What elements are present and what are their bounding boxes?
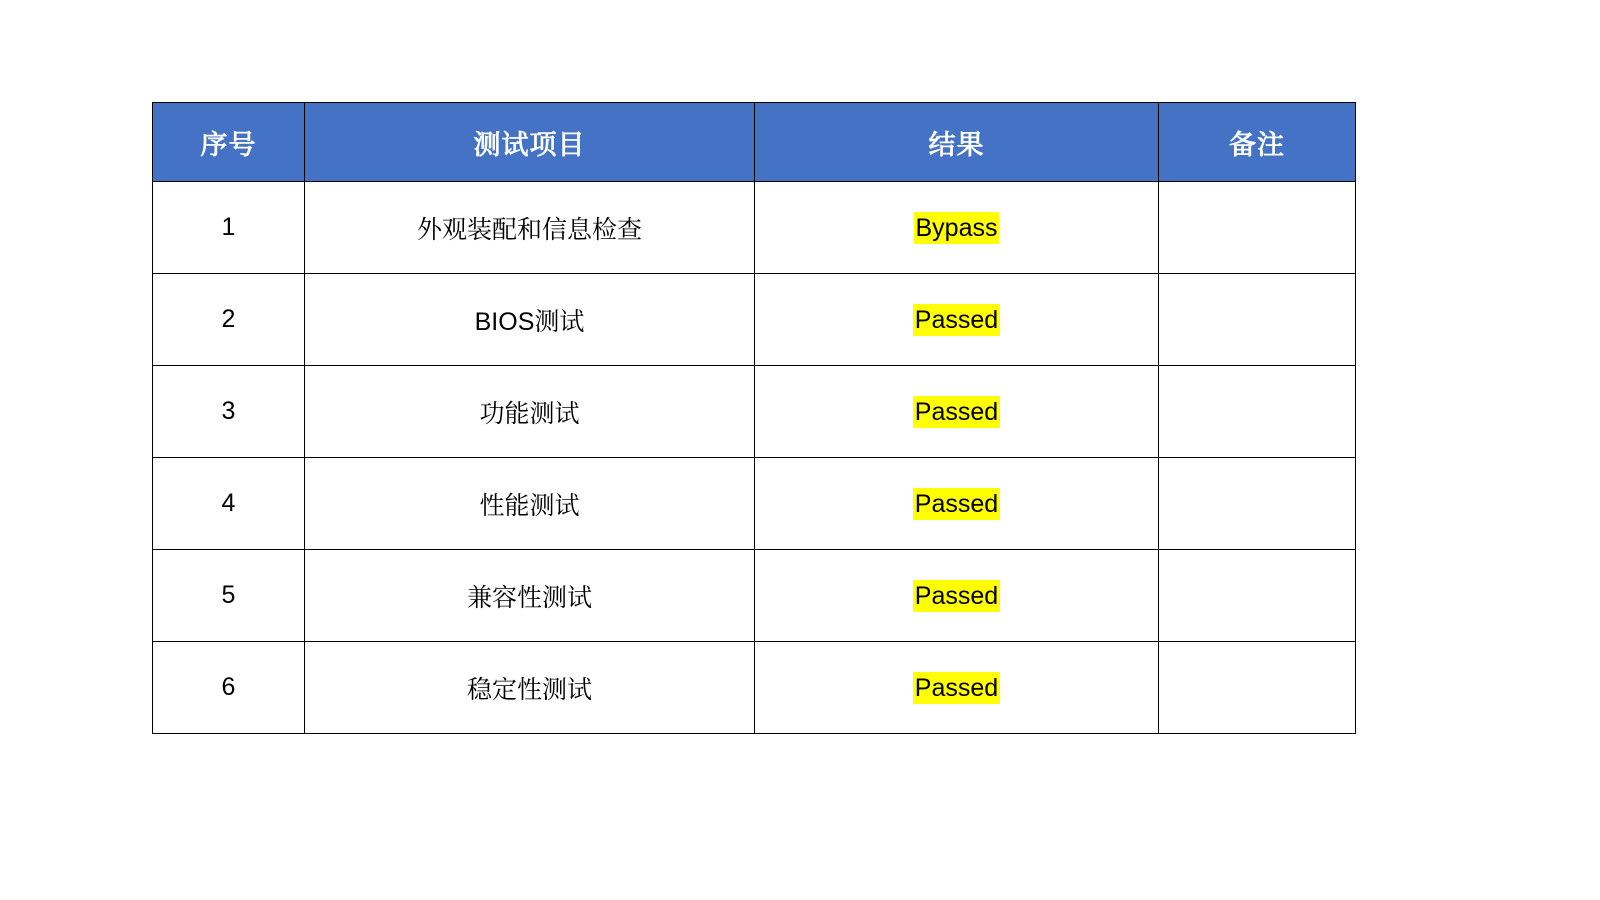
result-highlight: Passed [914, 397, 999, 426]
table-row [153, 642, 1356, 734]
result-highlight: Bypass [915, 213, 998, 242]
cell-test-item: 功能测试 [305, 366, 755, 458]
cell-index: 4 [153, 458, 305, 550]
result-highlight: Passed [914, 305, 999, 334]
result-highlight: Passed [914, 581, 999, 610]
cell-result [755, 366, 1159, 458]
table-row [153, 366, 1356, 458]
cell-result [755, 274, 1159, 366]
cell-result [755, 550, 1159, 642]
cell-remark [1159, 550, 1356, 642]
cell-remark [1159, 458, 1356, 550]
cell-test-item: 性能测试 [305, 458, 755, 550]
test-result-table [152, 102, 1356, 734]
cell-index: 1 [153, 182, 305, 274]
cell-index: 3 [153, 366, 305, 458]
table-row [153, 182, 1356, 274]
cell-result [755, 642, 1159, 734]
result-highlight: Passed [914, 489, 999, 518]
cell-result [755, 182, 1159, 274]
cell-remark [1159, 182, 1356, 274]
column-header-index: 序号 [153, 103, 305, 182]
cell-result [755, 458, 1159, 550]
column-header-remark: 备注 [1159, 103, 1356, 182]
cell-index: 2 [153, 274, 305, 366]
table-body [153, 182, 1356, 734]
table-row [153, 274, 1356, 366]
cell-test-item: BIOS测试 [305, 274, 755, 366]
column-header-test-item: 测试项目 [305, 103, 755, 182]
cell-remark [1159, 642, 1356, 734]
cell-remark [1159, 366, 1356, 458]
table-header [153, 103, 1356, 182]
cell-test-item: 外观装配和信息检查 [305, 182, 755, 274]
result-highlight: Passed [914, 673, 999, 702]
table-row [153, 458, 1356, 550]
column-header-result: 结果 [755, 103, 1159, 182]
cell-remark [1159, 274, 1356, 366]
cell-index: 6 [153, 642, 305, 734]
table-header-row [153, 103, 1356, 182]
table-row [153, 550, 1356, 642]
cell-test-item: 稳定性测试 [305, 642, 755, 734]
test-result-table-container [152, 102, 1355, 734]
cell-test-item: 兼容性测试 [305, 550, 755, 642]
cell-index: 5 [153, 550, 305, 642]
